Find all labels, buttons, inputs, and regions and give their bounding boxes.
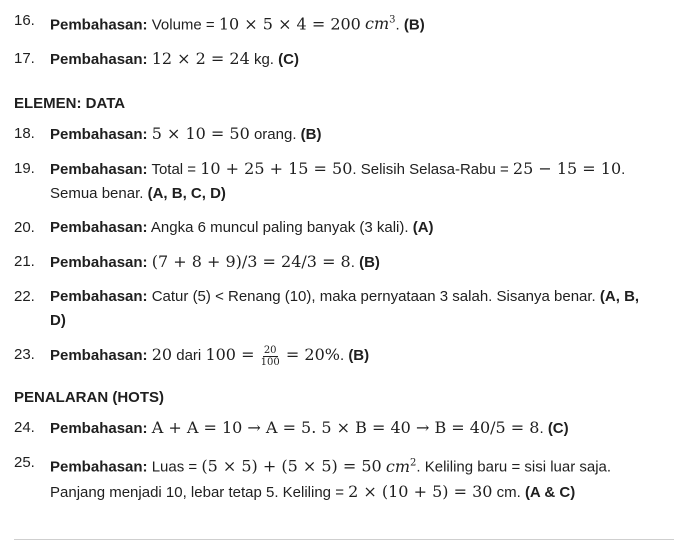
- item-body: Pembahasan: Angka 6 muncul paling banyak (3 kali). (A): [50, 219, 434, 237]
- answer-choice: (A & C): [524, 483, 576, 501]
- item-label: Pembahasan:: [50, 51, 148, 69]
- answer-choice: (C): [547, 420, 569, 438]
- item-number: 23.: [14, 346, 35, 364]
- item-label: Pembahasan:: [50, 347, 148, 365]
- item-body: Pembahasan: 20 dari 100 = $\frac{20}{100}$ = 20%. (B): [50, 344, 370, 368]
- list-item: [14, 9, 680, 37]
- list-item: [14, 285, 680, 333]
- fraction: $\frac{20}{100}$: [260, 344, 280, 368]
- list-item: [14, 416, 680, 441]
- section-heading: PENALARAN (HOTS): [14, 389, 164, 407]
- item-body: Pembahasan: Volume = 10 × 5 × 4 = 200 $cm^3$. (B): [50, 14, 425, 34]
- item-body: Pembahasan: A + A = 10 → A = 5. 5 × B = 40 → B = 40/5 = 8. (C): [50, 418, 569, 438]
- math-expression: 12 × 2 = 24: [151, 49, 250, 69]
- item-number: 16.: [14, 12, 35, 29]
- item-number: 25.: [14, 454, 35, 472]
- math-expression: 10 × 5 × 4 = 200: [218, 14, 361, 34]
- answer-choice: (B): [359, 254, 380, 272]
- answer-choice: (B): [300, 126, 322, 144]
- item-label: Pembahasan:: [50, 161, 148, 179]
- math-expression: 5 × 10 = 50: [151, 124, 250, 144]
- answer-choice: (C): [278, 51, 299, 69]
- item-body: Pembahasan: Catur (5) < Renang (10), maka pernyataan 3 salah. Sisanya benar. (A, B, D): [50, 288, 640, 330]
- item-number: 17.: [14, 50, 35, 68]
- list-item: [14, 216, 680, 240]
- item-label: Pembahasan:: [50, 458, 148, 476]
- item-label: Pembahasan:: [50, 288, 148, 306]
- divider: [14, 539, 674, 540]
- answer-choice: (A, B, C, D): [147, 185, 226, 203]
- answer-key: [14, 0, 680, 515]
- list-item: [14, 250, 680, 275]
- answer-choice: D): [50, 312, 66, 330]
- math-expression: 25 − 15 = 10: [512, 159, 622, 179]
- item-label: Pembahasan:: [50, 126, 148, 144]
- item-body: Pembahasan: (7 + 8 + 9)/3 = 24/3 = 8. (B): [50, 252, 380, 272]
- section-heading: ELEMEN: DATA: [14, 95, 126, 113]
- list-item: [14, 451, 680, 504]
- item-body: Pembahasan: Luas = (5 × 5) + (5 × 5) = 50 $cm^2$. Keliling baru = sisi luar saja. Panjang menjadi 10, lebar tetap 5. Keliling = 2 × (10 + 5) = 30 cm. (A & C): [50, 456, 612, 501]
- list-item: [14, 122, 680, 147]
- answer-choice: (A, B,: [599, 288, 640, 306]
- answer-choice: (B): [348, 347, 370, 365]
- list-item: [14, 157, 680, 206]
- list-item: [14, 343, 680, 368]
- item-number: 22.: [14, 288, 35, 306]
- item-label: Pembahasan:: [50, 16, 148, 34]
- item-label: Pembahasan:: [50, 420, 148, 438]
- item-number: 24.: [14, 419, 35, 437]
- list-item: [14, 47, 680, 72]
- item-body: Pembahasan: Total = 10 + 25 + 15 = 50. Selisih Selasa-Rabu = 25 − 15 = 10. Semua benar. (A, B, C, D): [50, 159, 626, 203]
- item-label: Pembahasan:: [50, 219, 148, 237]
- answer-choice: (A): [412, 219, 434, 237]
- item-body: Pembahasan: 5 × 10 = 50 orang. (B): [50, 124, 322, 144]
- math-expression: (7 + 8 + 9)/3 = 24/3 = 8: [151, 252, 351, 272]
- math-expression: A + A = 10 → A = 5. 5 × B = 40 → B = 40/5 = 8: [151, 418, 540, 438]
- math-expression: 10 + 25 + 15 = 50: [200, 159, 353, 179]
- item-number: 18.: [14, 125, 35, 143]
- math-expression: (5 × 5) + (5 × 5) = 50: [201, 456, 382, 476]
- item-body: Pembahasan: 12 × 2 = 24 kg. (C): [50, 49, 299, 69]
- item-label: Pembahasan:: [50, 254, 148, 272]
- math-expression: 2 × (10 + 5) = 30: [348, 481, 493, 501]
- item-number: 20.: [14, 219, 35, 237]
- item-number: 19.: [14, 160, 35, 178]
- item-number: 21.: [14, 253, 35, 271]
- answer-choice: (B): [403, 16, 425, 34]
